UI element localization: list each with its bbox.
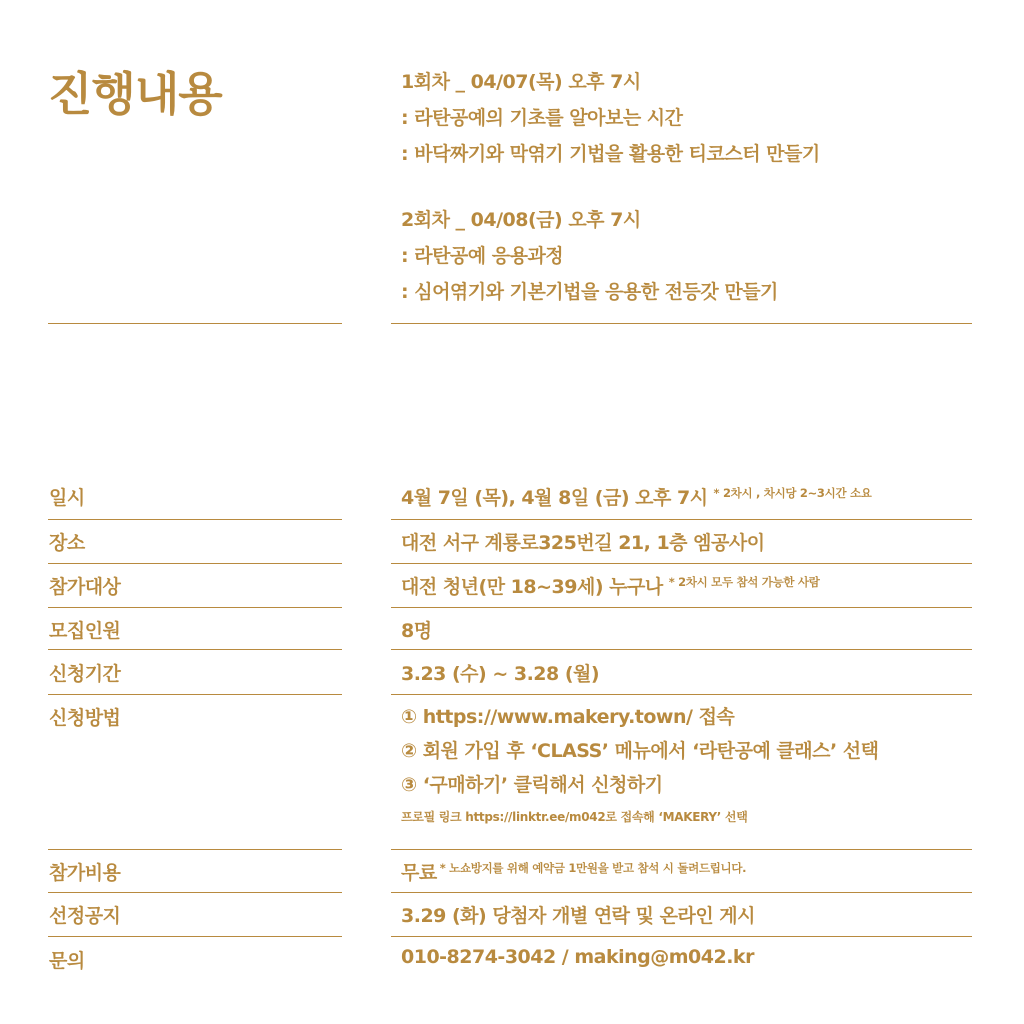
detail-value bbox=[401, 483, 872, 510]
divider bbox=[48, 694, 342, 695]
method-step: ③ ‘구매하기’ 클릭해서 신청하기 bbox=[401, 774, 663, 796]
session-heading: 2회차 _ 04/08(금) 오후 7시 bbox=[401, 209, 641, 231]
divider bbox=[48, 936, 342, 937]
session-1 bbox=[401, 64, 981, 172]
target-value: 대전 청년(만 18~39세) 누구나 bbox=[401, 576, 663, 598]
detail-label: 일시 bbox=[49, 487, 85, 509]
divider bbox=[391, 694, 972, 695]
divider bbox=[48, 649, 342, 650]
divider bbox=[391, 607, 972, 608]
divider bbox=[391, 519, 972, 520]
divider bbox=[48, 849, 342, 850]
session-heading: 1회차 _ 04/07(목) 오후 7시 bbox=[401, 71, 641, 93]
divider bbox=[391, 936, 972, 937]
divider bbox=[391, 849, 972, 850]
session-description: : 바닥짜기와 막엮기 기법을 활용한 티코스터 만들기 bbox=[401, 143, 820, 165]
detail-value bbox=[401, 572, 820, 599]
divider bbox=[391, 892, 972, 893]
divider bbox=[48, 563, 342, 564]
detail-value: 8명 bbox=[401, 620, 432, 642]
method-note: 프로필 링크 https://linktr.ee/m042로 접속해 ‘MAKERY’ 선택 bbox=[401, 810, 748, 824]
method-step: ② 회원 가입 후 ‘CLASS’ 메뉴에서 ‘라탄공예 클래스’ 선택 bbox=[401, 740, 879, 762]
detail-value bbox=[401, 858, 746, 885]
detail-label: 참가대상 bbox=[49, 576, 121, 598]
divider bbox=[48, 892, 342, 893]
session-list bbox=[401, 64, 981, 340]
fee-value: 무료 bbox=[401, 862, 437, 884]
detail-label: 신청방법 bbox=[49, 707, 121, 729]
detail-label: 모집인원 bbox=[49, 620, 121, 642]
divider bbox=[391, 649, 972, 650]
detail-label: 문의 bbox=[49, 950, 85, 972]
page-title: 진행내용 bbox=[48, 67, 222, 121]
date-value: 4월 7일 (목), 4월 8일 (금) 오후 7시 bbox=[401, 487, 708, 509]
date-note: * 2차시 , 차시당 2~3시간 소요 bbox=[713, 485, 872, 500]
detail-value bbox=[401, 700, 879, 825]
divider bbox=[391, 563, 972, 564]
target-note: * 2차시 모두 참석 가능한 사람 bbox=[668, 574, 820, 589]
detail-value: 3.29 (화) 당첨자 개별 연락 및 온라인 게시 bbox=[401, 905, 756, 927]
method-step: ① https://www.makery.town/ 접속 bbox=[401, 706, 735, 728]
session-2 bbox=[401, 202, 981, 310]
detail-value: 3.23 (수) ~ 3.28 (월) bbox=[401, 663, 600, 685]
detail-value: 대전 서구 계룡로325번길 21, 1층 엠공사이 bbox=[401, 532, 765, 554]
session-description: : 라탄공예의 기초를 알아보는 시간 bbox=[401, 107, 683, 129]
divider bbox=[48, 607, 342, 608]
detail-label: 선정공지 bbox=[49, 905, 121, 927]
divider bbox=[391, 323, 972, 324]
detail-label: 신청기간 bbox=[49, 663, 121, 685]
session-description: : 라탄공예 응용과정 bbox=[401, 245, 564, 267]
detail-label: 장소 bbox=[49, 532, 85, 554]
detail-label: 참가비용 bbox=[49, 862, 121, 884]
detail-value: 010-8274-3042 / making@m042.kr bbox=[401, 946, 754, 968]
divider bbox=[48, 323, 342, 324]
fee-note: * 노쇼방지를 위해 예약금 1만원을 받고 참석 시 돌려드립니다. bbox=[439, 860, 747, 875]
session-description: : 심어엮기와 기본기법을 응용한 전등갓 만들기 bbox=[401, 281, 778, 303]
divider bbox=[48, 519, 342, 520]
